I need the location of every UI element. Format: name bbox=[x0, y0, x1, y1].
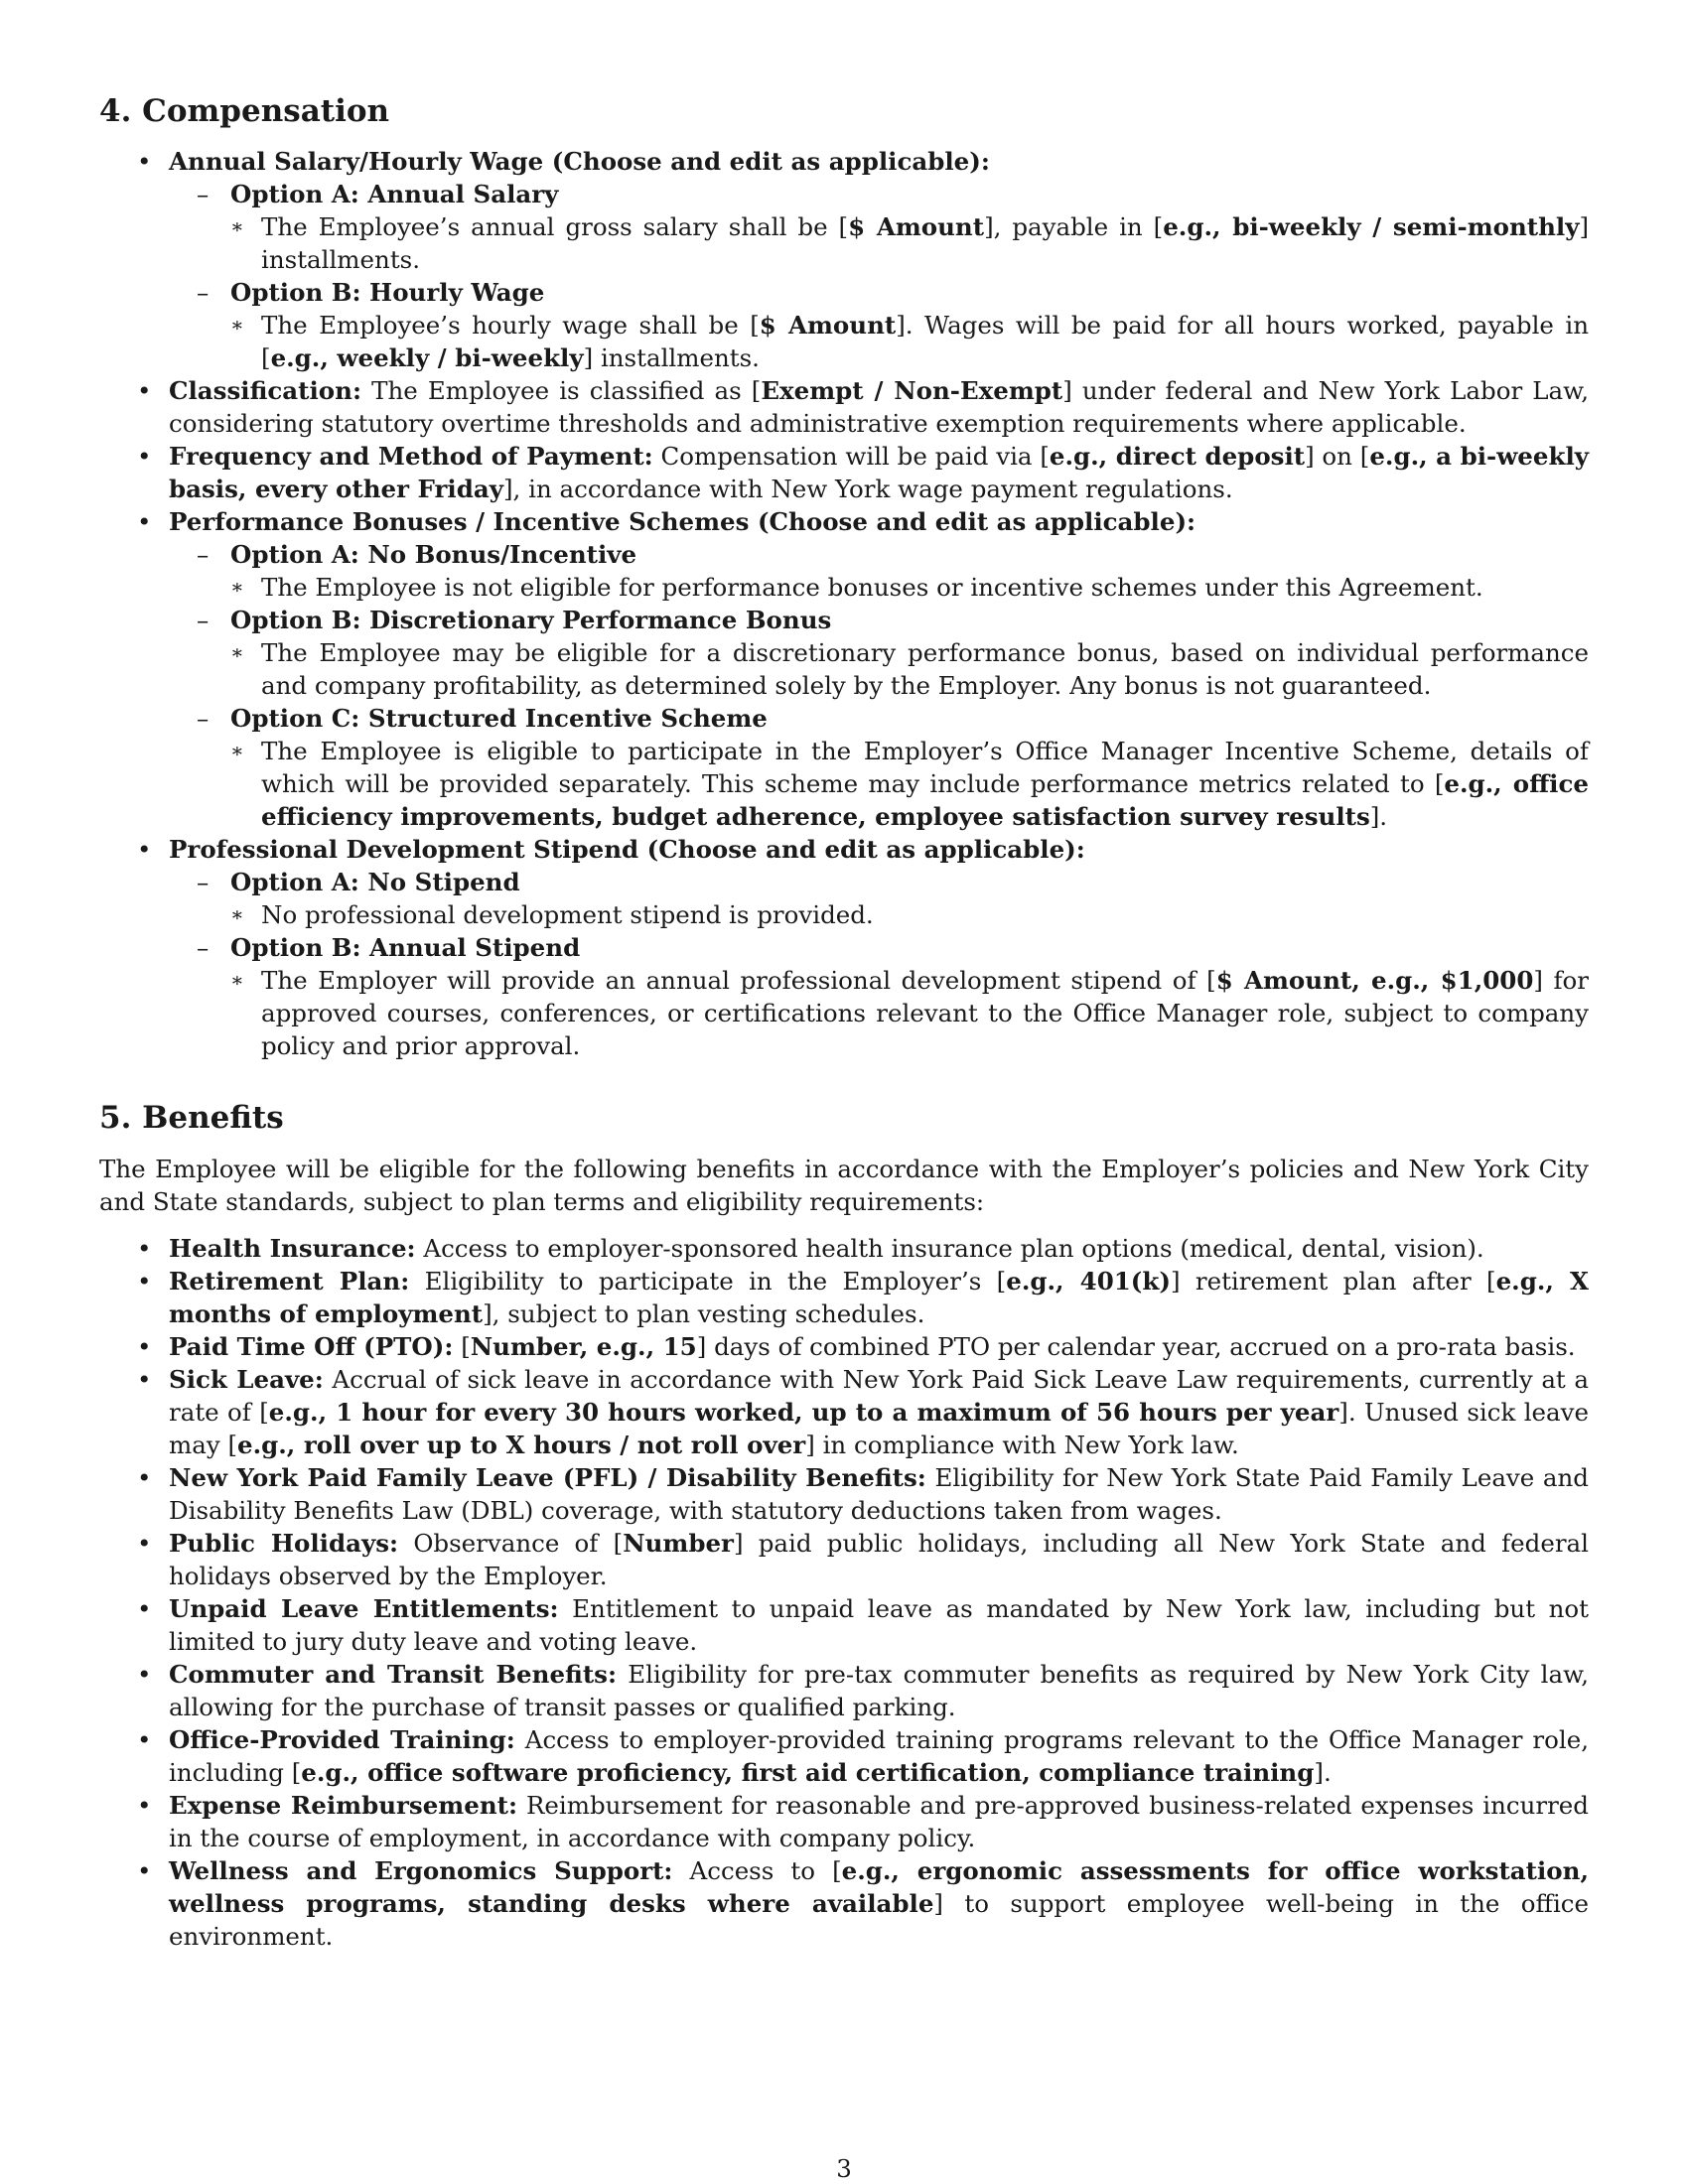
item-label: Retirement Plan: bbox=[169, 1266, 410, 1296]
list-item-expense: • Expense Reimbursement: Reimbursement for reasonable and pre-approved business-related expenses incurred in the course of employment, in accordance with company policy. bbox=[99, 1789, 1589, 1854]
section-heading-compensation: 4. Compensation bbox=[99, 93, 390, 129]
option-label: Option A: Annual Salary bbox=[230, 180, 559, 209]
item-label: Performance Bonuses / Incentive Schemes (Choose and edit as applicable): bbox=[169, 507, 1196, 537]
list-item-training: • Office-Provided Training: Access to employer-provided training programs relevant to the Office Manager role, including [e.g., office software proficiency, first aid certification, compliance training]. bbox=[99, 1723, 1589, 1789]
option-item bbox=[169, 604, 1589, 702]
item-label: Professional Development Stipend (Choose and edit as applicable): bbox=[169, 835, 1085, 865]
option-item bbox=[169, 702, 1589, 833]
placeholder-field: e.g., 401(k) bbox=[1006, 1266, 1171, 1296]
benefits-list bbox=[99, 1232, 1589, 1953]
placeholder-field: e.g., a bi-weekly basis, every other Friday bbox=[169, 442, 1589, 504]
option-label: Option A: No Bonus/Incentive bbox=[230, 540, 637, 570]
option-item bbox=[169, 538, 1589, 604]
option-label: Option B: Hourly Wage bbox=[230, 278, 545, 308]
list-item-retirement: • Retirement Plan: Eligibility to participate in the Employer’s [e.g., 401(k)] retirement plan after [e.g., X months of employment], subject to plan vesting schedules. bbox=[99, 1265, 1589, 1330]
option-text: ∗ No professional development stipend is provided. bbox=[230, 898, 1589, 931]
list-item-commuter: • Commuter and Transit Benefits: Eligibility for pre-tax commuter benefits as required by New York City law, allowing for the purchase of transit passes or qualified parking. bbox=[99, 1658, 1589, 1723]
benefits-intro: The Employee will be eligible for the following benefits in accordance with the Employer’s policies and New York City and State standards, subject to plan terms and eligibility requirements: bbox=[99, 1154, 1589, 1216]
list-item-wellness: • Wellness and Ergonomics Support: Access to [e.g., ergonomic assessments for office workstation, wellness programs, standing desks where available] to support employee well-being in the office environment. bbox=[99, 1854, 1589, 1953]
placeholder-field: e.g., office efficiency improvements, budget adherence, employee satisfaction survey results bbox=[261, 769, 1589, 832]
placeholder-field: Number, e.g., 15 bbox=[470, 1331, 697, 1361]
item-label: Wellness and Ergonomics Support: bbox=[169, 1855, 673, 1885]
list-item-pto: • Paid Time Off (PTO): [Number, e.g., 15] days of combined PTO per calendar year, accrued on a pro-rata basis. bbox=[99, 1330, 1589, 1363]
option-label: Option B: Annual Stipend bbox=[230, 933, 581, 963]
option-text: ∗ The Employee is not eligible for performance bonuses or incentive schemes under this Agreement. bbox=[230, 571, 1589, 604]
list-item-bonus bbox=[99, 505, 1589, 833]
item-label: New York Paid Family Leave (PFL) / Disability Benefits: bbox=[169, 1462, 926, 1492]
placeholder-field: $ Amount bbox=[848, 212, 985, 242]
option-item bbox=[169, 276, 1589, 374]
list-item-stipend bbox=[99, 833, 1589, 1062]
placeholder-field: Exempt / Non-Exempt bbox=[761, 376, 1063, 406]
item-label: Classification: bbox=[169, 376, 362, 406]
placeholder-field: e.g., roll over up to X hours / not roll over bbox=[237, 1430, 806, 1459]
item-label: Unpaid Leave Entitlements: bbox=[169, 1593, 559, 1623]
item-label: Public Holidays: bbox=[169, 1528, 399, 1558]
option-item bbox=[169, 931, 1589, 1062]
option-text: ∗ The Employee’s hourly wage shall be [$ Amount]. Wages will be paid for all hours worked, payable in [e.g., weekly / bi-weekly] installments. bbox=[230, 309, 1589, 374]
option-label: Option A: No Stipend bbox=[230, 868, 520, 897]
placeholder-field: e.g., weekly / bi-weekly bbox=[270, 343, 584, 373]
list-item-health: • Health Insurance: Access to employer-sponsored health insurance plan options (medical, dental, vision). bbox=[99, 1232, 1589, 1265]
option-label: Option C: Structured Incentive Scheme bbox=[230, 704, 768, 734]
item-label: Sick Leave: bbox=[169, 1364, 324, 1394]
list-item-holidays: • Public Holidays: Observance of [Number] paid public holidays, including all New York State and federal holidays observed by the Employer. bbox=[99, 1527, 1589, 1592]
option-text: ∗ The Employer will provide an annual professional development stipend of [$ Amount, e.g., $1,000] for approved courses, conferences, or certifications relevant to the Office Manager role, subject to company policy and prior approval. bbox=[230, 964, 1589, 1062]
item-label: Expense Reimbursement: bbox=[169, 1790, 517, 1820]
list-item-classification: • Classification: The Employee is classified as [Exempt / Non-Exempt] under federal and New York Labor Law, considering statutory overtime thresholds and administrative exemption requirements where applicable. bbox=[99, 374, 1589, 440]
item-label: Health Insurance: bbox=[169, 1233, 416, 1263]
list-item-frequency: • Frequency and Method of Payment: Compensation will be paid via [e.g., direct deposit] on [e.g., a bi-weekly basis, every other Friday], in accordance with New York wage payment regulations. bbox=[99, 440, 1589, 505]
item-label: Frequency and Method of Payment: bbox=[169, 442, 653, 472]
item-label: Annual Salary/Hourly Wage (Choose and edit as applicable): bbox=[169, 147, 990, 177]
placeholder-field: $ Amount, e.g., $1,000 bbox=[1215, 966, 1534, 996]
list-item-salary bbox=[99, 145, 1589, 374]
option-text: ∗ The Employee is eligible to participate in the Employer’s Office Manager Incentive Scheme, details of which will be provided separately. This scheme may include performance metrics related to [e.g., office efficiency improvements, budget adherence, employee satisfaction survey results]. bbox=[230, 735, 1589, 833]
list-item-unpaid-leave: • Unpaid Leave Entitlements: Entitlement to unpaid leave as mandated by New York law, including but not limited to jury duty leave and voting leave. bbox=[99, 1592, 1589, 1658]
placeholder-field: e.g., ergonomic assessments for office workstation, wellness programs, standing desks where available bbox=[169, 1855, 1589, 1918]
placeholder-field: e.g., X months of employment bbox=[169, 1266, 1589, 1328]
option-text: ∗ The Employee’s annual gross salary shall be [$ Amount], payable in [e.g., bi-weekly / semi-monthly] installments. bbox=[230, 210, 1589, 276]
option-item bbox=[169, 866, 1589, 931]
page-number: 3 bbox=[836, 2154, 852, 2183]
compensation-list bbox=[99, 145, 1589, 1062]
option-item bbox=[169, 178, 1589, 276]
item-label: Office-Provided Training: bbox=[169, 1724, 515, 1754]
list-item-sick-leave: • Sick Leave: Accrual of sick leave in accordance with New York Paid Sick Leave Law requirements, currently at a rate of [e.g., 1 hour for every 30 hours worked, up to a maximum of 56 hours per year]. Unused sick leave may [e.g., roll over up to X hours / not roll over] in compliance with New York law. bbox=[99, 1363, 1589, 1461]
placeholder-field: e.g., direct deposit bbox=[1049, 442, 1306, 472]
placeholder-field: e.g., 1 hour for every 30 hours worked, up to a maximum of 56 hours per year bbox=[268, 1397, 1339, 1427]
list-item-pfl: • New York Paid Family Leave (PFL) / Disability Benefits: Eligibility for New York State Paid Family Leave and Disability Benefits Law (DBL) coverage, with statutory deductions taken from wages. bbox=[99, 1461, 1589, 1527]
item-label: Commuter and Transit Benefits: bbox=[169, 1659, 618, 1689]
placeholder-field: $ Amount bbox=[759, 311, 897, 341]
item-label: Paid Time Off (PTO): bbox=[169, 1331, 454, 1361]
section-heading-benefits: 5. Benefits bbox=[99, 1100, 284, 1137]
option-label: Option B: Discretionary Performance Bonus bbox=[230, 606, 832, 635]
placeholder-field: Number bbox=[623, 1528, 734, 1558]
placeholder-field: e.g., bi-weekly / semi-monthly bbox=[1163, 212, 1580, 242]
option-text: ∗ The Employee may be eligible for a discretionary performance bonus, based on individual performance and company profitability, as determined solely by the Employer. Any bonus is not guaranteed. bbox=[230, 636, 1589, 702]
placeholder-field: e.g., office software proficiency, first aid certification, compliance training bbox=[301, 1757, 1315, 1787]
